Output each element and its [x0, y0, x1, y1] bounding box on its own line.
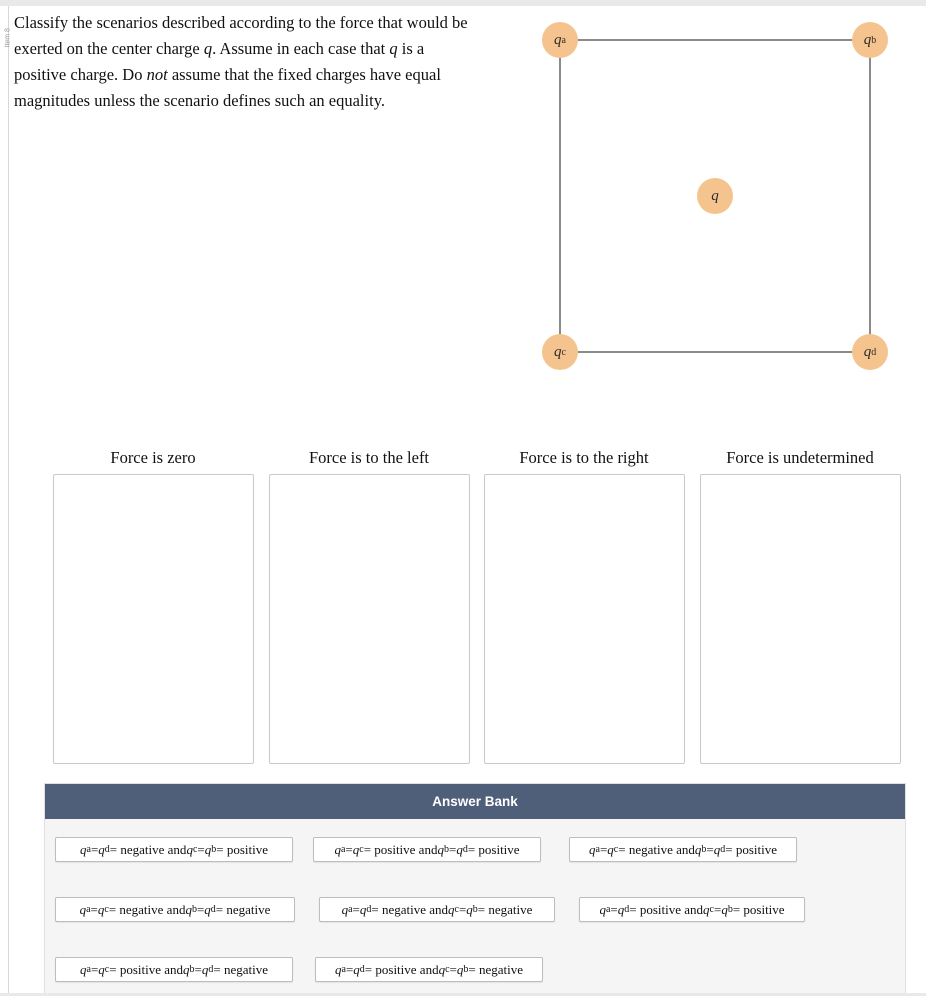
- wire-top: [560, 39, 874, 41]
- window-top-chrome: [0, 0, 926, 6]
- prompt-segment: . Assume in each case that: [212, 39, 390, 58]
- answer-tile[interactable]: q a = q c = positive and q b = q d = positive: [313, 837, 541, 862]
- answer-tile[interactable]: q a = q d = positive and q c = q b = negative: [315, 957, 543, 982]
- answer-tile[interactable]: q a = q c = positive and q b = q d = negative: [55, 957, 293, 982]
- bin-force-left[interactable]: [269, 474, 470, 764]
- charge-label: q: [554, 343, 562, 360]
- bin-force-left-label: Force is to the left: [308, 448, 430, 467]
- bin-force-undetermined[interactable]: [700, 474, 901, 764]
- charge-qb: [852, 22, 888, 58]
- answer-tile[interactable]: q a = q d = negative and q c = q b = negative: [319, 897, 555, 922]
- prompt-segment: q: [389, 39, 398, 58]
- charge-qd: [852, 334, 888, 370]
- charge-diagram: [520, 8, 920, 388]
- charge-subscript: a: [561, 34, 566, 46]
- wire-right: [869, 39, 871, 352]
- bin-force-right[interactable]: [484, 474, 685, 764]
- charge-qc: [542, 334, 578, 370]
- prompt-segment: is a positive charge. Do: [14, 39, 425, 84]
- item-number-label: Item 8: [4, 28, 12, 48]
- wire-bottom: [560, 351, 874, 353]
- charge-label: q: [711, 187, 719, 204]
- classification-bins: [0, 448, 926, 768]
- charge-label: q: [863, 31, 872, 48]
- bin-force-right-label: Force is to the right: [519, 448, 649, 467]
- answer-bank: [44, 783, 906, 996]
- question-prompt: [14, 10, 474, 114]
- prompt-segment: assume that the fixed charges have equal magnitudes unless the scenario defines such an equality.: [14, 65, 441, 110]
- answer-bank-title: Answer Bank: [45, 784, 905, 819]
- wire-left: [559, 39, 561, 352]
- charge-label: q: [863, 343, 872, 360]
- prompt-segment: not: [146, 65, 168, 84]
- charge-qa: [542, 22, 578, 58]
- charge-subscript: d: [871, 346, 877, 358]
- charge-label: q: [554, 31, 562, 48]
- answer-bank-tiles: [45, 819, 905, 995]
- bin-force-zero-label: Force is zero: [110, 448, 196, 467]
- charge-q: [697, 178, 733, 214]
- bin-force-undetermined-label: Force is undetermined: [726, 448, 874, 467]
- answer-tile[interactable]: q a = q d = positive and q c = q b = positive: [579, 897, 805, 922]
- bin-force-zero[interactable]: [53, 474, 254, 764]
- answer-tile[interactable]: q a = q c = negative and q b = q d = negative: [55, 897, 295, 922]
- charge-subscript: c: [561, 346, 566, 358]
- answer-tile[interactable]: q a = q c = negative and q b = q d = positive: [569, 837, 797, 862]
- prompt-segment: q: [203, 39, 213, 58]
- charge-subscript: b: [871, 34, 877, 46]
- answer-tile[interactable]: q a = q d = negative and q c = q b = positive: [55, 837, 293, 862]
- prompt-segment: Classify the scenarios described according to the force that would be exerted on the center charge: [14, 13, 468, 58]
